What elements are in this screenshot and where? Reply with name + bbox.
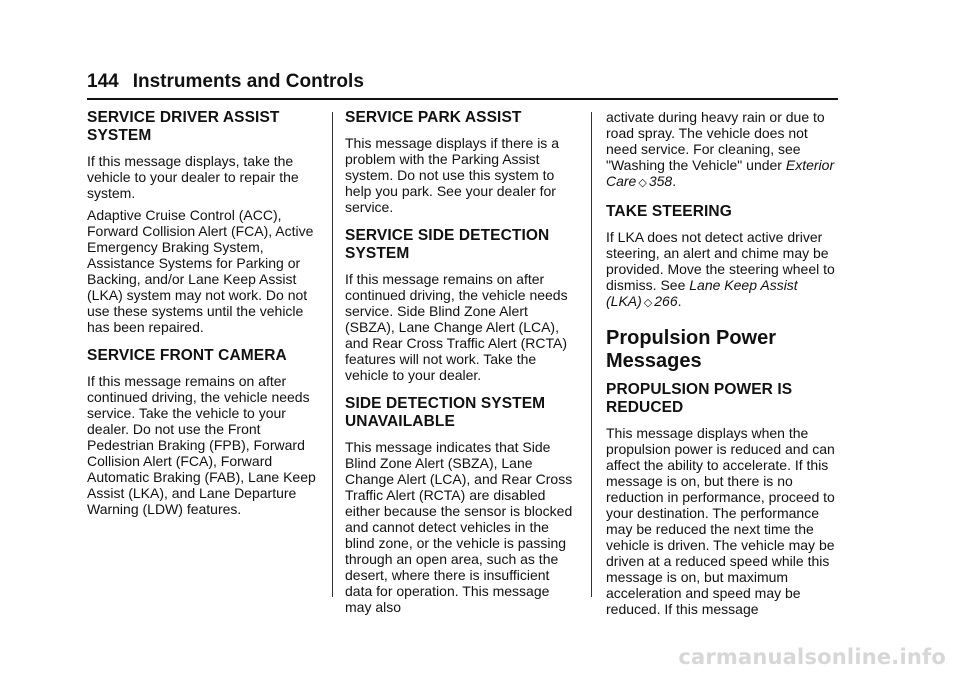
column-divider-2 <box>591 112 592 597</box>
para-continued-text: activate during heavy rain or due to road spray. The vehicle does not need service. For cleaning, see "Washing the Vehicle" under <box>606 109 825 173</box>
para-continued: activate during heavy rain or due to road spray. The vehicle does not need service. For cleaning, see "Washing the Vehicle" under Exterior Care ◇ 358. <box>606 109 835 189</box>
para-side-detection: If this message remains on after continued driving, the vehicle needs service. Side Blind Zone Alert (SBZA), Lane Change Alert (LCA), and Rear Cross Traffic Alert (RCTA) features will not work. Take the vehicle to your dealer. <box>345 271 568 383</box>
heading-service-park-assist: SERVICE PARK ASSIST <box>345 109 522 126</box>
heading-take-steering: TAKE STEERING <box>606 203 732 220</box>
para-front-camera: If this message remains on after continued driving, the vehicle needs service. Take the vehicle to your dealer. Do not use the Front Pedestrian Braking (FPB), Forward Collision Alert (FCA), Forward Automatic Braking (FAB), Lane Keep Assist (LKA), and Lane Departure Warning (LDW) features. <box>87 373 316 517</box>
page-ref-arrow-icon: ◇ <box>638 177 647 189</box>
column-2 <box>345 109 577 621</box>
heading-side-detection-unavailable: SIDE DETECTION SYSTEM UNAVAILABLE <box>345 395 546 430</box>
header-rule <box>87 98 838 100</box>
heading-service-front-camera: SERVICE FRONT CAMERA <box>87 347 287 364</box>
xref-exterior-care[interactable]: Exterior Care <box>606 157 835 189</box>
column-1 <box>87 109 321 523</box>
column-3 <box>606 109 842 623</box>
page-header <box>87 70 837 94</box>
chapter-title: Instruments and Controls <box>132 71 364 92</box>
heading-service-side-detection: SERVICE SIDE DETECTION SYSTEM <box>345 227 550 262</box>
site-watermark: carmanualsonline.info <box>678 645 946 669</box>
page-ref-arrow-icon: ◇ <box>643 297 653 309</box>
xref-lane-keep-assist-page[interactable]: 266 <box>654 293 678 309</box>
page-number: 144 <box>87 71 119 92</box>
para-propulsion-power-reduced: This message displays when the propulsion power is reduced and can affect the ability to accelerate. If this message is on, but there is no reduction in performance, proceed to your destination. The performance may be reduced the next time the vehicle is driven. The vehicle may be driven at a reduced speed while this message is on, but maximum acceleration and speed may be reduced. If this message <box>606 425 835 617</box>
para-take-steering: If LKA does not detect active driver steering, an alert and chime may be provided. Move the steering wheel to dismiss. See Lane Keep Assist (LKA) ◇ 266. <box>606 229 835 309</box>
para-driver-assist-2: Adaptive Cruise Control (ACC), Forward Collision Alert (FCA), Active Emergency Braking System, Assistance Systems for Parking or Backing, and/or Lane Keep Assist (LKA) system may not work. Do not use these systems until the vehicle has been repaired. <box>87 207 314 335</box>
xref-lane-keep-assist[interactable]: Lane Keep Assist (LKA) <box>606 277 798 309</box>
column-divider-1 <box>332 112 333 597</box>
para-take-steering-text: If LKA does not detect active driver steering, an alert and chime may be provided. Move the steering wheel to dismiss. See <box>606 229 835 293</box>
xref-exterior-care-page[interactable]: 358 <box>648 173 673 189</box>
section-heading-propulsion-power: Propulsion Power Messages <box>606 327 777 372</box>
para-park-assist: This message displays if there is a problem with the Parking Assist system. Do not use this system to help you park. See your dealer for service. <box>345 135 559 215</box>
para-side-detection-unavailable: This message indicates that Side Blind Zone Alert (SBZA), Lane Change Alert (LCA), and Rear Cross Traffic Alert (RCTA) are disabled either because the sensor is blocked and cannot detect vehicles in the blind zone, or the vehicle is passing through an open area, such as the desert, where there is insufficient data for operation. This message may also <box>345 439 573 615</box>
para-driver-assist-1: If this message displays, take the vehicle to your dealer to repair the system. <box>87 153 299 201</box>
heading-propulsion-power-reduced: PROPULSION POWER IS REDUCED <box>606 381 793 416</box>
heading-service-driver-assist: SERVICE DRIVER ASSIST SYSTEM <box>87 109 280 144</box>
